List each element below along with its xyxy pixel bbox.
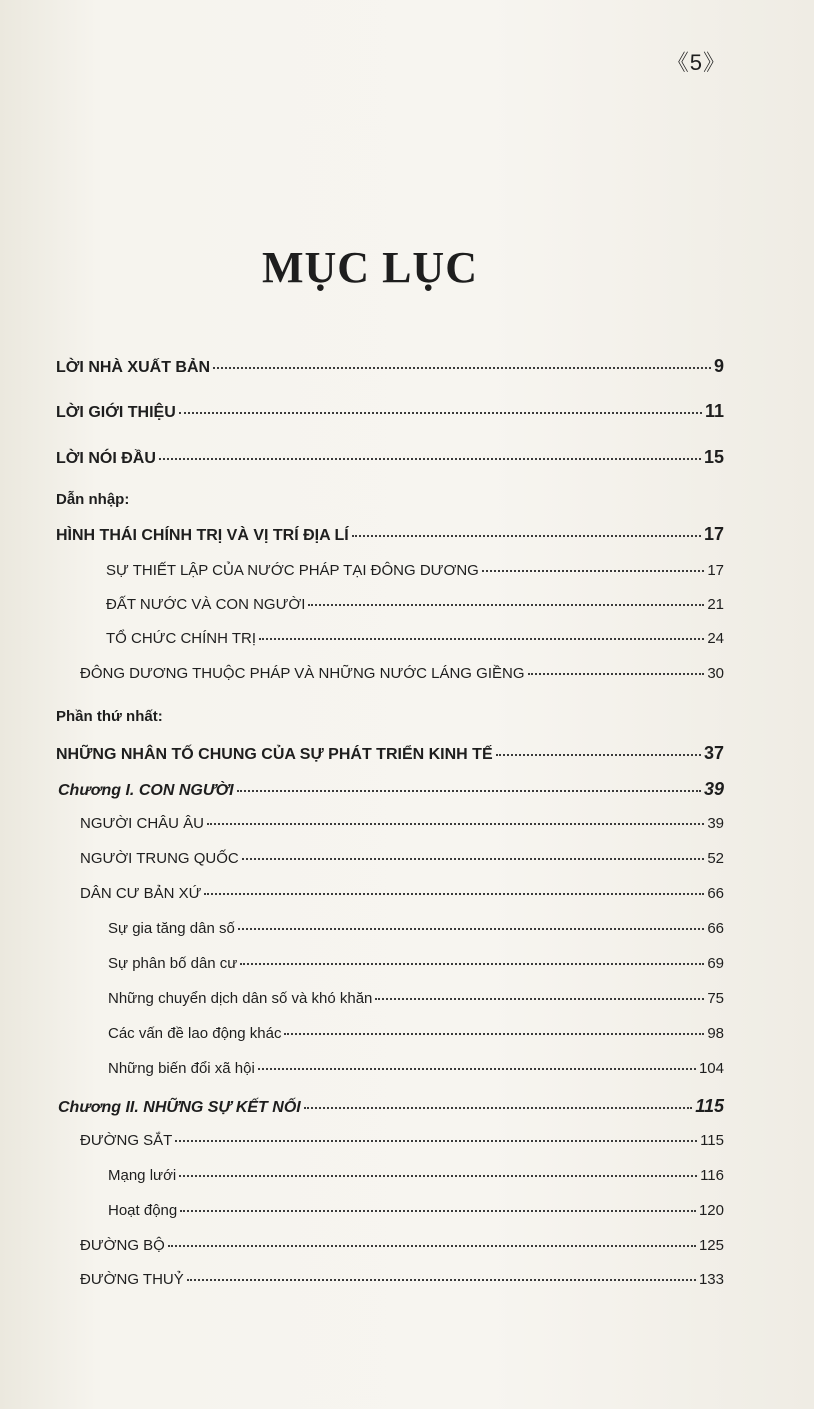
toc-entry (80, 1132, 724, 1149)
toc-entry-page: 11 (704, 401, 724, 421)
toc-entry (80, 885, 724, 902)
toc-entry-page: 17 (703, 524, 724, 544)
toc-entry-page: 15 (703, 447, 724, 467)
toc-entry (80, 1271, 724, 1288)
dot-leader (204, 893, 704, 895)
toc-entry (80, 815, 724, 832)
dot-leader (304, 1107, 693, 1109)
toc-entry-page: 115 (695, 1096, 724, 1116)
toc-entry-page: 115 (700, 1132, 724, 1149)
toc-entry-label: ĐƯỜNG SẮT (80, 1132, 173, 1149)
dot-leader (528, 673, 705, 675)
dot-leader (352, 535, 701, 537)
dot-leader (496, 754, 701, 756)
toc-entry-label: ĐƯỜNG BỘ (80, 1237, 165, 1254)
toc-entry-label: Chương I. CON NGƯỜI (58, 782, 234, 799)
toc-entry-label: ĐƯỜNG THUỶ (80, 1271, 184, 1288)
dot-leader (258, 1068, 696, 1070)
toc-entry (80, 850, 724, 867)
dot-leader (375, 998, 704, 1000)
toc-entry-label: Sự phân bố dân cư (108, 955, 238, 972)
toc-entry (108, 1202, 724, 1219)
dot-leader (213, 367, 711, 369)
toc-entry (56, 524, 724, 545)
toc-entry-label: LỜI NHÀ XUẤT BẢN (56, 359, 211, 376)
dot-leader (284, 1033, 704, 1035)
dot-leader (179, 1175, 697, 1177)
toc-entry-label: ĐẤT NƯỚC VÀ CON NGƯỜI (106, 596, 306, 613)
toc-entry-page: 39 (703, 779, 724, 799)
dot-leader (240, 963, 704, 965)
toc-entry (56, 743, 724, 764)
toc-entry-label: HÌNH THÁI CHÍNH TRỊ VÀ VỊ TRÍ ĐỊA LÍ (56, 527, 349, 544)
dot-leader (308, 604, 704, 606)
dot-leader (259, 638, 704, 640)
section-heading: Dẫn nhập: (56, 491, 130, 508)
toc-entry (108, 920, 724, 937)
toc-entry-page: 125 (698, 1237, 724, 1254)
dot-leader (242, 858, 705, 860)
toc-entry-label: LỜI NÓI ĐẦU (56, 450, 156, 467)
dot-leader (238, 928, 705, 930)
toc-entry (108, 955, 724, 972)
dot-leader (187, 1279, 696, 1281)
toc-entry-label: Sự gia tăng dân số (108, 920, 235, 937)
toc-entry-label: Những biến đổi xã hội (108, 1060, 255, 1077)
page-title: MỤC LỤC (262, 243, 478, 292)
toc-entry-page: 30 (707, 665, 724, 682)
toc-entry-page: 24 (707, 630, 724, 647)
toc-entry-page: 69 (707, 955, 724, 972)
toc-entry-label: ĐÔNG DƯƠNG THUỘC PHÁP VÀ NHỮNG NƯỚC LÁNG GIỀNG (80, 665, 525, 682)
toc-entry (56, 401, 724, 422)
toc-entry (108, 1025, 724, 1042)
toc-entry-label: NHỮNG NHÂN TỐ CHUNG CỦA SỰ PHÁT TRIỂN KINH TẾ (56, 746, 493, 763)
toc-entry-label: Những chuyển dịch dân số và khó khăn (108, 990, 373, 1007)
toc-entry-page: 120 (698, 1202, 724, 1219)
toc-entry (106, 596, 724, 613)
toc-entry (106, 630, 724, 647)
toc-entry-page: 75 (707, 990, 724, 1007)
dot-leader (180, 1210, 696, 1212)
toc-entry-label: NGƯỜI CHÂU ÂU (80, 815, 205, 832)
dot-leader (175, 1140, 697, 1142)
toc-entry (56, 447, 724, 468)
toc-entry (80, 1237, 724, 1254)
toc-entry-label: Mạng lưới (108, 1167, 177, 1184)
toc-entry-label: TỔ CHỨC CHÍNH TRỊ (106, 630, 257, 647)
toc-entry (108, 1167, 724, 1184)
toc-entry-page: 39 (707, 815, 724, 832)
toc-entry-page: 66 (707, 920, 724, 937)
dot-leader (179, 412, 702, 414)
toc-entry-label: Chương II. NHỮNG SỰ KẾT NỐI (58, 1099, 301, 1116)
toc-entry-label: NGƯỜI TRUNG QUỐC (80, 850, 239, 867)
toc-entry (108, 990, 724, 1007)
toc-entry-page: 104 (698, 1060, 724, 1077)
toc-entry-label: DÂN CƯ BẢN XỨ (80, 885, 202, 902)
section-heading: Phần thứ nhất: (56, 708, 163, 725)
dot-leader (482, 570, 704, 572)
toc-entry (106, 562, 724, 579)
toc-entry-page: 116 (700, 1167, 724, 1184)
toc-entry (56, 356, 724, 377)
toc-entry-label: SỰ THIẾT LẬP CỦA NƯỚC PHÁP TẠI ĐÔNG DƯƠNG (106, 562, 479, 579)
dot-leader (207, 823, 704, 825)
toc-entry-page: 17 (707, 562, 724, 579)
toc-entry-page: 66 (707, 885, 724, 902)
toc-entry-page: 37 (703, 743, 724, 763)
dot-leader (168, 1245, 696, 1247)
toc-entry-page: 9 (713, 356, 724, 376)
page-number: 《5》 (666, 50, 726, 75)
toc-entry-page: 133 (698, 1271, 724, 1288)
toc-entry-page: 52 (707, 850, 724, 867)
chapter-entry (58, 779, 724, 800)
toc-entry-page: 98 (707, 1025, 724, 1042)
toc-entry (108, 1060, 724, 1077)
chapter-entry (58, 1096, 724, 1117)
toc-entry-label: Hoạt động (108, 1202, 178, 1219)
dot-leader (237, 790, 701, 792)
toc-entry (80, 665, 724, 682)
dot-leader (159, 458, 701, 460)
toc-entry-label: Các vấn đề lao động khác (108, 1025, 282, 1042)
toc-entry-page: 21 (707, 596, 724, 613)
toc-entry-label: LỜI GIỚI THIỆU (56, 404, 176, 421)
